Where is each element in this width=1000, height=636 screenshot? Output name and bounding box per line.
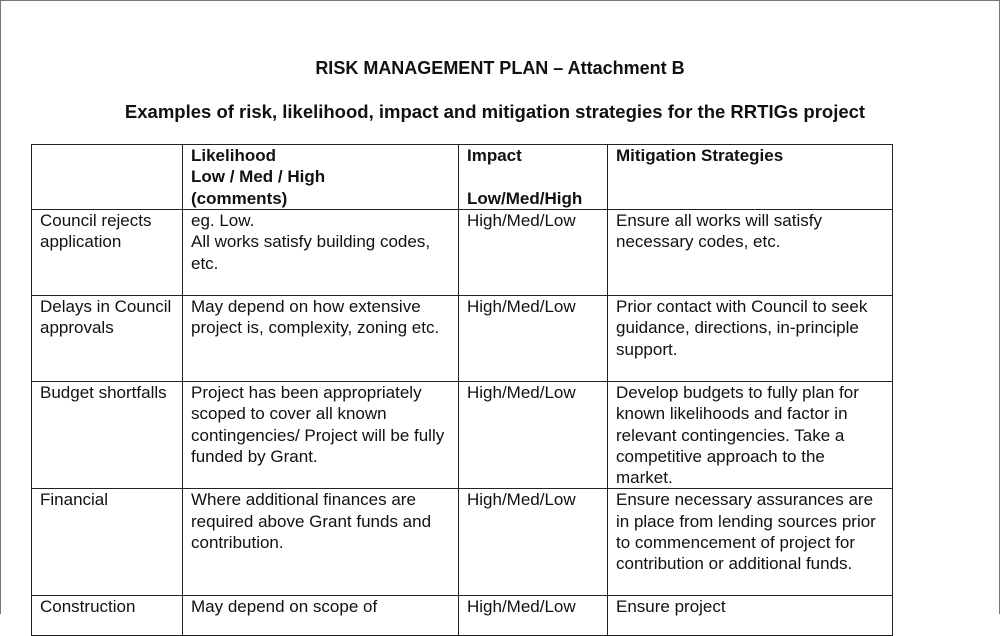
header-likelihood-line3: (comments): [191, 188, 288, 208]
mitigation-cell: Ensure necessary assurances are in place from lending sources prior to commencement of project for contribution or additional funds.: [608, 489, 893, 596]
likelihood-cell: [183, 210, 459, 296]
impact-cell: High/Med/Low: [459, 382, 608, 489]
header-likelihood-line1: Likelihood: [191, 146, 276, 165]
table-row: [32, 296, 893, 382]
header-likelihood-line2: Low / Med / High: [191, 167, 326, 187]
header-impact-gap: [467, 166, 599, 187]
table-header-row: [32, 145, 893, 210]
risk-cell: Construction: [32, 596, 183, 636]
header-risk: [32, 145, 183, 210]
header-impact-line1: Impact: [467, 146, 522, 165]
table-row: [32, 210, 893, 296]
impact-cell: High/Med/Low: [459, 296, 608, 382]
risk-table: [31, 144, 893, 636]
header-likelihood: [183, 145, 459, 210]
likelihood-cell: Where additional finances are required above Grant funds and contribution.: [183, 489, 459, 596]
table-row: [32, 489, 893, 596]
risk-cell: Delays in Council approvals: [32, 296, 183, 382]
header-mitigation: Mitigation Strategies: [608, 145, 893, 210]
impact-cell: High/Med/Low: [459, 596, 608, 636]
mitigation-cell: Prior contact with Council to seek guidance, directions, in-principle support.: [608, 296, 893, 382]
likelihood-cell: May depend on how extensive project is, complexity, zoning etc.: [183, 296, 459, 382]
risk-cell: Budget shortfalls: [32, 382, 183, 489]
header-impact-line2: Low/Med/High: [467, 188, 583, 208]
risk-cell: Financial: [32, 489, 183, 596]
document-subtitle: Examples of risk, likelihood, impact and mitigation strategies for the RRTIGs project: [124, 101, 866, 122]
likelihood-comment: All works satisfy building codes, etc.: [191, 232, 431, 273]
table-row: [32, 596, 893, 636]
likelihood-cell: May depend on scope of: [183, 596, 459, 636]
table-row: [32, 382, 893, 489]
mitigation-cell: Ensure project: [608, 596, 893, 636]
mitigation-cell: Develop budgets to fully plan for known likelihoods and factor in relevant contingencies. Take a competitive approach to the market.: [608, 382, 893, 489]
header-impact: [459, 145, 608, 210]
risk-cell: Council rejects application: [32, 210, 183, 296]
impact-cell: High/Med/Low: [459, 210, 608, 296]
mitigation-cell: Ensure all works will satisfy necessary codes, etc.: [608, 210, 893, 296]
impact-cell: High/Med/Low: [459, 489, 608, 596]
document-title: RISK MANAGEMENT PLAN – Attachment B: [315, 58, 685, 78]
likelihood-cell: Project has been appropriately scoped to cover all known contingencies/ Project will be fully funded by Grant.: [183, 382, 459, 489]
likelihood-example: eg. Low.: [191, 211, 255, 230]
